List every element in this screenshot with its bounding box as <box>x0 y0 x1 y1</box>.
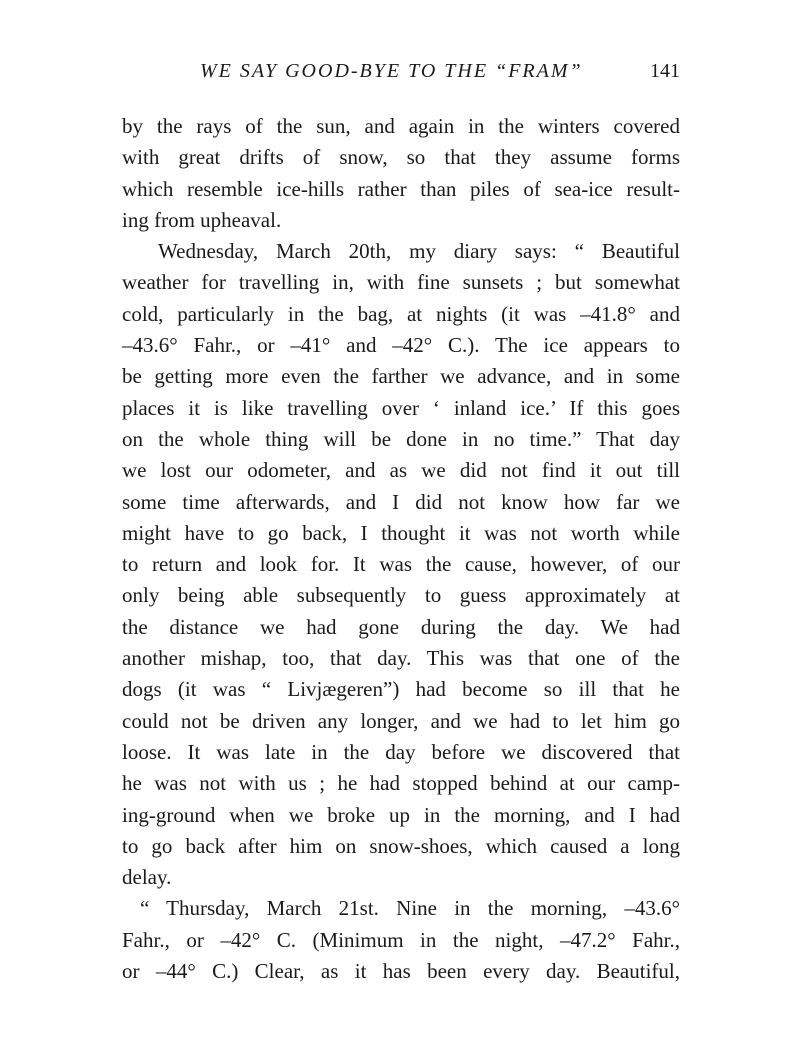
text-line: to return and look for. It was the cause, however, of our <box>122 552 680 577</box>
running-head <box>120 60 680 90</box>
text-line: dogs (it was “ Livjægeren”) had become so ill that he <box>122 677 680 702</box>
page-number: 141 <box>650 60 680 82</box>
text-line: on the whole thing will be done in no time.” That day <box>122 426 680 451</box>
text-line: cold, particularly in the bag, at nights (it was –41.8° and <box>122 301 680 326</box>
text-line: places it is like travelling over ‘ inland ice.’ If this goes <box>122 395 680 420</box>
text-line: with great drifts of snow, so that they assume forms <box>122 145 680 170</box>
text-line: –43.6° Fahr., or –41° and –42° C.). The ice appears to <box>122 333 680 358</box>
text-line: or –44° C.) Clear, as it has been every day. Beautiful, <box>122 959 680 984</box>
text-line: the distance we had gone during the day. We had <box>122 614 680 639</box>
text-line: by the rays of the sun, and again in the winters covered <box>122 114 680 138</box>
text-line: might have to go back, I thought it was not worth while <box>122 520 680 545</box>
text-line: loose. It was late in the day before we discovered that <box>122 739 680 764</box>
text-line: could not be driven any longer, and we had to let him go <box>122 708 680 733</box>
text-line: be getting more even the farther we advance, and in some <box>122 364 680 389</box>
text-line: which resemble ice-hills rather than piles of sea-ice result- <box>122 176 680 201</box>
text-line: some time afterwards, and I did not know how far we <box>122 489 680 514</box>
text-line: ing-ground when we broke up in the morning, and I had <box>122 802 680 827</box>
text-line: weather for travelling in, with fine sunsets ; but somewhat <box>122 270 680 295</box>
text-line: Fahr., or –42° C. (Minimum in the night, –47.2° Fahr., <box>122 927 680 952</box>
text-line: ing from upheaval. <box>122 207 282 232</box>
running-title: WE SAY GOOD-BYE TO THE “FRAM” <box>200 60 583 82</box>
text-line: “ Thursday, March 21st. Nine in the morning, –43.6° <box>140 896 680 921</box>
text-line: we lost our odometer, and as we did not find it out till <box>122 458 680 483</box>
body-text <box>122 111 680 987</box>
text-line: to go back after him on snow-shoes, which caused a long <box>122 833 680 858</box>
text-line: he was not with us ; he had stopped behind at our camp- <box>122 771 680 796</box>
text-line: delay. <box>122 865 172 890</box>
text-line: only being able subsequently to guess approximately at <box>122 583 680 608</box>
text-line: Wednesday, March 20th, my diary says: “ Beautiful <box>158 239 680 264</box>
text-line: another mishap, too, that day. This was that one of the <box>122 646 680 671</box>
